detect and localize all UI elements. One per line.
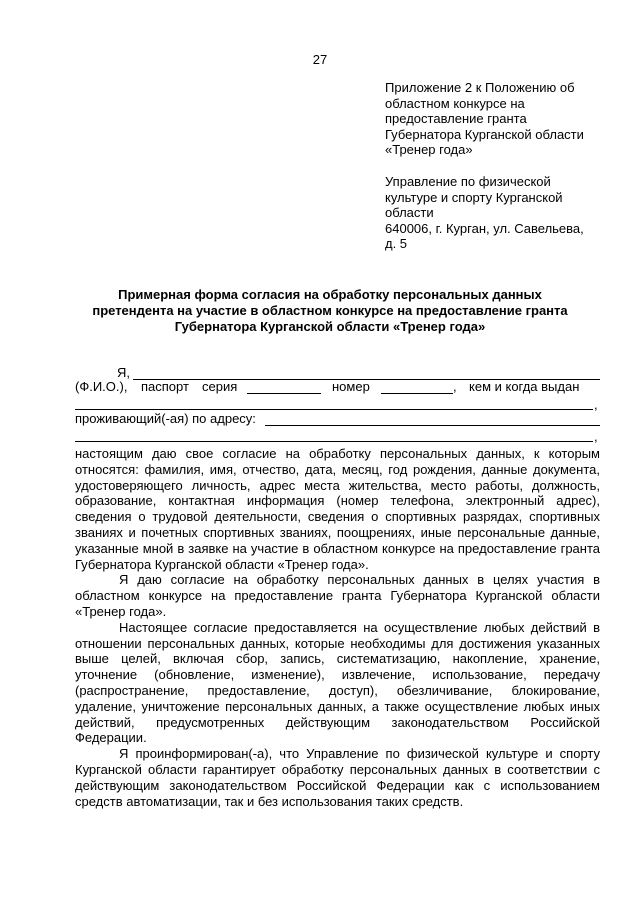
consent-body — [75, 446, 600, 809]
appendix-line: Приложение 2 к Положению об — [385, 80, 575, 95]
title-line: Примерная форма согласия на обработку персональных данных — [118, 287, 542, 302]
address-continuation-blank[interactable] — [75, 441, 593, 442]
comma: , — [594, 397, 598, 412]
number-label: номер — [332, 379, 370, 394]
header-block — [385, 80, 610, 252]
title-line: претендента на участие в областном конкурсе на предоставление гранта — [92, 303, 568, 318]
i-label: Я, — [117, 365, 130, 380]
paragraph-actions: Настоящее согласие предоставляется на осуществление любых действий в отношении персональных данных, которые необходимы для достижения указанных выше целей, включая сбор, запись, систематизацию, накопление, хранение, уточнение (обновление, изменение), извлечение, использование, передачу (распространение, предоставление, доступ), обезличивание, блокирование, удаление, уничтожение персональных данных, а также осуществление любых иных действий, предусмотренных действующим законодательством Российской Федерации. — [75, 619, 600, 746]
paragraph-informed: Я проинформирован(-а), что Управление по физической культуре и спорту Курганской области гарантирует обработку персональных данных в соответствии с действующим законодательством Российской Федерации как с использованием средств автоматизации, так и без использования таких средств. — [75, 746, 600, 809]
addressee-line: 640006, г. Курган, ул. Савельева, — [385, 220, 584, 236]
passport-series-blank[interactable] — [247, 393, 321, 394]
addressee-line: Управление по физической — [385, 173, 551, 189]
address-continuation-row — [75, 427, 600, 445]
page-number: 27 — [312, 52, 328, 67]
comma: , — [594, 429, 598, 444]
passport-number-blank[interactable] — [381, 393, 453, 394]
issued-label: кем и когда выдан — [469, 379, 580, 394]
addressee-line: культуре и спорту Курганской — [385, 189, 563, 205]
issued-by-blank-line[interactable] — [75, 409, 593, 410]
address-blank-line[interactable] — [265, 425, 600, 426]
addressee-line: области — [385, 205, 434, 221]
appendix-line: «Тренер года» — [385, 142, 473, 158]
comma: , — [453, 379, 457, 394]
fio-label: (Ф.И.О.), — [75, 379, 128, 394]
appendix-line: Губернатора Курганской области — [385, 126, 584, 142]
addressee-line: д. 5 — [385, 236, 408, 252]
appendix-line: областном конкурсе на — [385, 95, 525, 111]
appendix-line: предоставление гранта — [385, 111, 527, 127]
series-label: серия — [202, 379, 238, 394]
residing-label: проживающий(-ая) по адресу: — [75, 411, 256, 426]
paragraph-purpose: Я даю согласие на обработку персональных данных в целях участия в областном конкурсе на предоставление гранта Губернатора Курганской области «Тренер года». — [75, 572, 600, 619]
paragraph-scope: настоящим даю свое согласие на обработку персональных данных, к которым относятся: фамилия, имя, отчество, дата, месяц, год рождения, данные документа, удостоверяющего личность, адрес места жительства, место работы, должность, образование, контактная информация (номер телефона, электронный адрес), сведения о трудовой деятельности, сведения о спортивных разрядах, спортивных званиях и почетных спортивных званиях, поощрениях, иные персональные данные, указанные мной в заявке на участие в областном конкурсе на предоставление гранта Губернатора Курганской области «Тренер года». — [75, 446, 600, 572]
passport-label: паспорт — [141, 379, 189, 394]
document-title — [60, 287, 600, 335]
title-line: Губернатора Курганской области «Тренер года» — [174, 319, 486, 334]
